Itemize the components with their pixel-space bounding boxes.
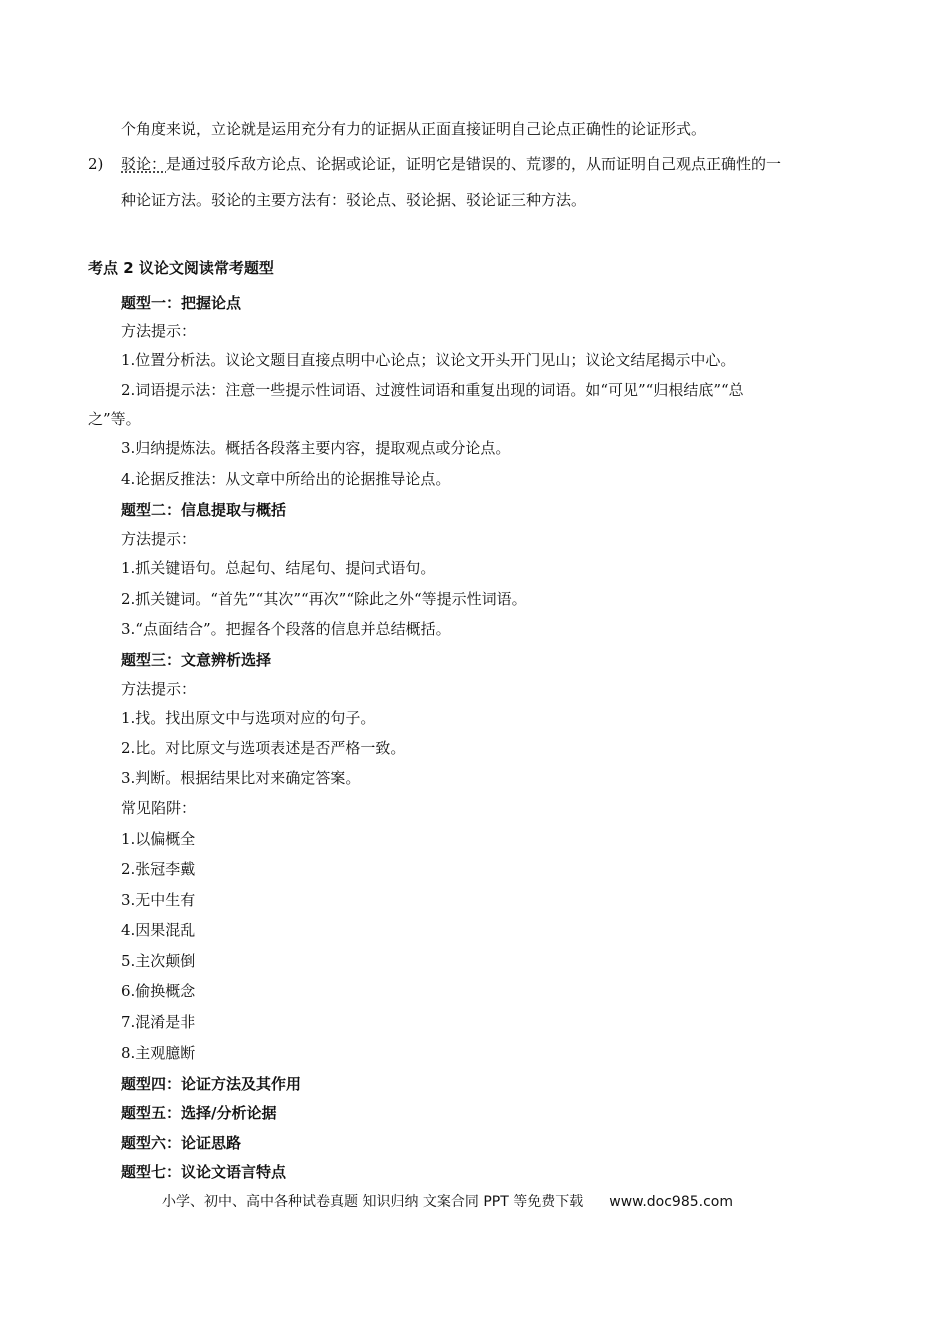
type7-heading: 题型七：议论文语言特点 — [121, 1163, 287, 1181]
footer-site-link[interactable]: www.doc985.com — [609, 1194, 733, 1210]
trap-item: 6.偷换概念 — [121, 982, 196, 1000]
type1-method-1: 1.位置分析法。议论文题目直接点明中心论点；议论文开头开门见山；议论文结尾揭示中心。 — [121, 351, 736, 369]
trap-item: 7.混淆是非 — [121, 1013, 196, 1031]
type1-method-3: 3.归纳提炼法。概括各段落主要内容，提取观点或分论点。 — [121, 439, 511, 457]
type3-hint: 方法提示： — [121, 680, 197, 698]
type2-method-1: 1.抓关键语句。总起句、结尾句、提问式语句。 — [121, 559, 436, 577]
type2-method-3: 3.“点面结合”。把握各个段落的信息并总结概括。 — [121, 620, 451, 638]
type2-hint: 方法提示： — [121, 530, 197, 548]
trap-item: 3.无中生有 — [121, 891, 196, 909]
type1-method-2: 2.词语提示法：注意一些提示性词语、过渡性词语和重复出现的词语。如“可见”“归根结底”“总 — [121, 381, 744, 399]
intro-line-1: 个角度来说，立论就是运用充分有力的证据从正面直接证明自己论点正确性的论证形式。 — [121, 120, 707, 138]
page-footer — [162, 1192, 733, 1212]
bolun-term: 驳论： — [121, 155, 167, 173]
type5-heading: 题型五：选择/分析论据 — [121, 1104, 277, 1122]
type2-method-2: 2.抓关键词。“首先”“其次”“再次”“除此之外“等提示性词语。 — [121, 590, 527, 608]
footer-text: 小学、初中、高中各种试卷真题 知识归纳 文案合同 PPT 等免费下载 — [162, 1194, 584, 1210]
bolun-line-2: 种论证方法。驳论的主要方法有：驳论点、驳论据、驳论证三种方法。 — [121, 191, 587, 209]
type3-method-3: 3.判断。根据结果比对来确定答案。 — [121, 769, 361, 787]
traps-label: 常见陷阱： — [121, 799, 197, 817]
trap-item: 2.张冠李戴 — [121, 860, 196, 878]
section-title: 考点 2 议论文阅读常考题型 — [88, 259, 274, 277]
item-number-2: 2) — [88, 155, 104, 173]
type6-heading: 题型六：论证思路 — [121, 1134, 242, 1152]
trap-item: 8.主观臆断 — [121, 1044, 196, 1062]
type3-heading: 题型三：文意辨析选择 — [121, 651, 272, 669]
bolun-definition: 是通过驳斥敌方论点、论据或论证，证明它是错误的、荒谬的，从而证明自己观点正确性的一 — [166, 155, 782, 173]
type2-heading: 题型二：信息提取与概括 — [121, 501, 287, 519]
type1-heading: 题型一：把握论点 — [121, 294, 242, 312]
type4-heading: 题型四：论证方法及其作用 — [121, 1075, 302, 1093]
type3-method-2: 2.比。对比原文与选项表述是否严格一致。 — [121, 739, 406, 757]
bolun-paragraph — [121, 154, 781, 174]
type3-method-1: 1.找。找出原文中与选项对应的句子。 — [121, 709, 376, 727]
type1-hint: 方法提示： — [121, 322, 197, 340]
type1-method-2-cont: 之”等。 — [88, 410, 141, 428]
type1-method-4: 4.论据反推法：从文章中所给出的论据推导论点。 — [121, 470, 451, 488]
trap-item: 1.以偏概全 — [121, 830, 196, 848]
trap-item: 5.主次颠倒 — [121, 952, 196, 970]
trap-item: 4.因果混乱 — [121, 921, 196, 939]
